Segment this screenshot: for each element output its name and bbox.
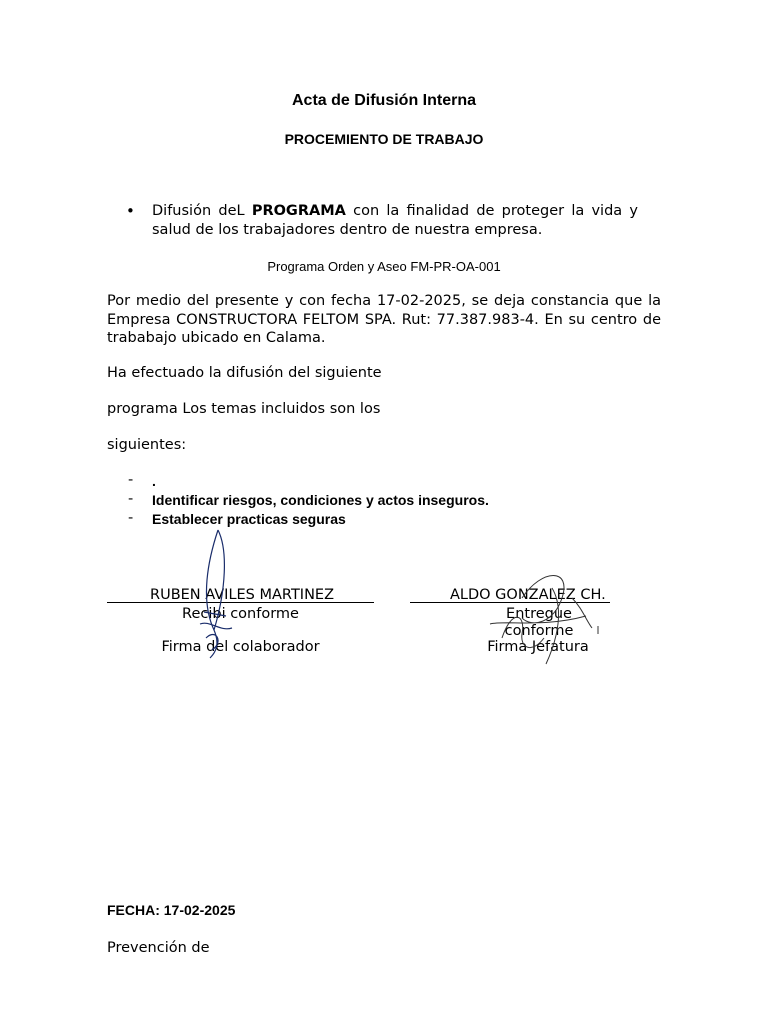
signer-role-left: Recibi conforme — [182, 606, 299, 622]
bullet-icon: • — [126, 202, 135, 220]
bullet-bold: PROGRAMA — [251, 203, 346, 219]
footer-date: FECHA: 17-02-2025 — [107, 902, 236, 918]
list-dash: - — [128, 510, 134, 526]
signer-name-right: ALDO GONZALEZ CH. — [450, 587, 606, 603]
handwritten-signature-right — [482, 568, 612, 668]
signature-caption-right: Firma Jefatura — [487, 639, 589, 655]
handwritten-signature-left — [190, 520, 270, 660]
list-dash: - — [128, 491, 134, 507]
topic-item-1: . — [152, 473, 156, 489]
document-subtitle: PROCEMIENTO DE TRABAJO — [284, 131, 484, 147]
footer-department: Prevención de — [107, 940, 210, 956]
body-line-1: Ha efectuado la difusión del siguiente — [107, 365, 382, 381]
topic-item-2: Identificar riesgos, condiciones y actos inseguros. — [152, 492, 489, 508]
bullet-rest: con la finalidad de proteger la vida y salud de los trabajadores dentro de nuestra empresa. — [152, 203, 638, 238]
signer-role-right: Entregue conforme — [504, 606, 574, 639]
body-line-3: siguientes: — [107, 437, 187, 453]
list-dash: - — [128, 472, 134, 488]
program-reference: Programa Orden y Aseo FM-PR-OA-001 — [267, 259, 501, 274]
signer-name-left: RUBEN AVILES MARTINEZ — [150, 587, 335, 603]
document-title: Acta de Difusión Interna — [291, 92, 477, 109]
body-line-2: programa Los temas incluidos son los — [107, 401, 381, 417]
bullet-text — [152, 202, 638, 239]
topic-item-3: Establecer practicas seguras — [152, 511, 346, 527]
bullet-lead: Difusión deL — [152, 203, 252, 219]
intro-paragraph: Por medio del presente y con fecha 17-02-2025, se deja constancia que la Empresa CONSTRUCTORA FELTOM SPA. Rut: 77.387.983-4. En su centro de trababajo ubicado en Calama. — [107, 293, 661, 346]
signature-caption-left: Firma del colaborador — [161, 639, 320, 655]
